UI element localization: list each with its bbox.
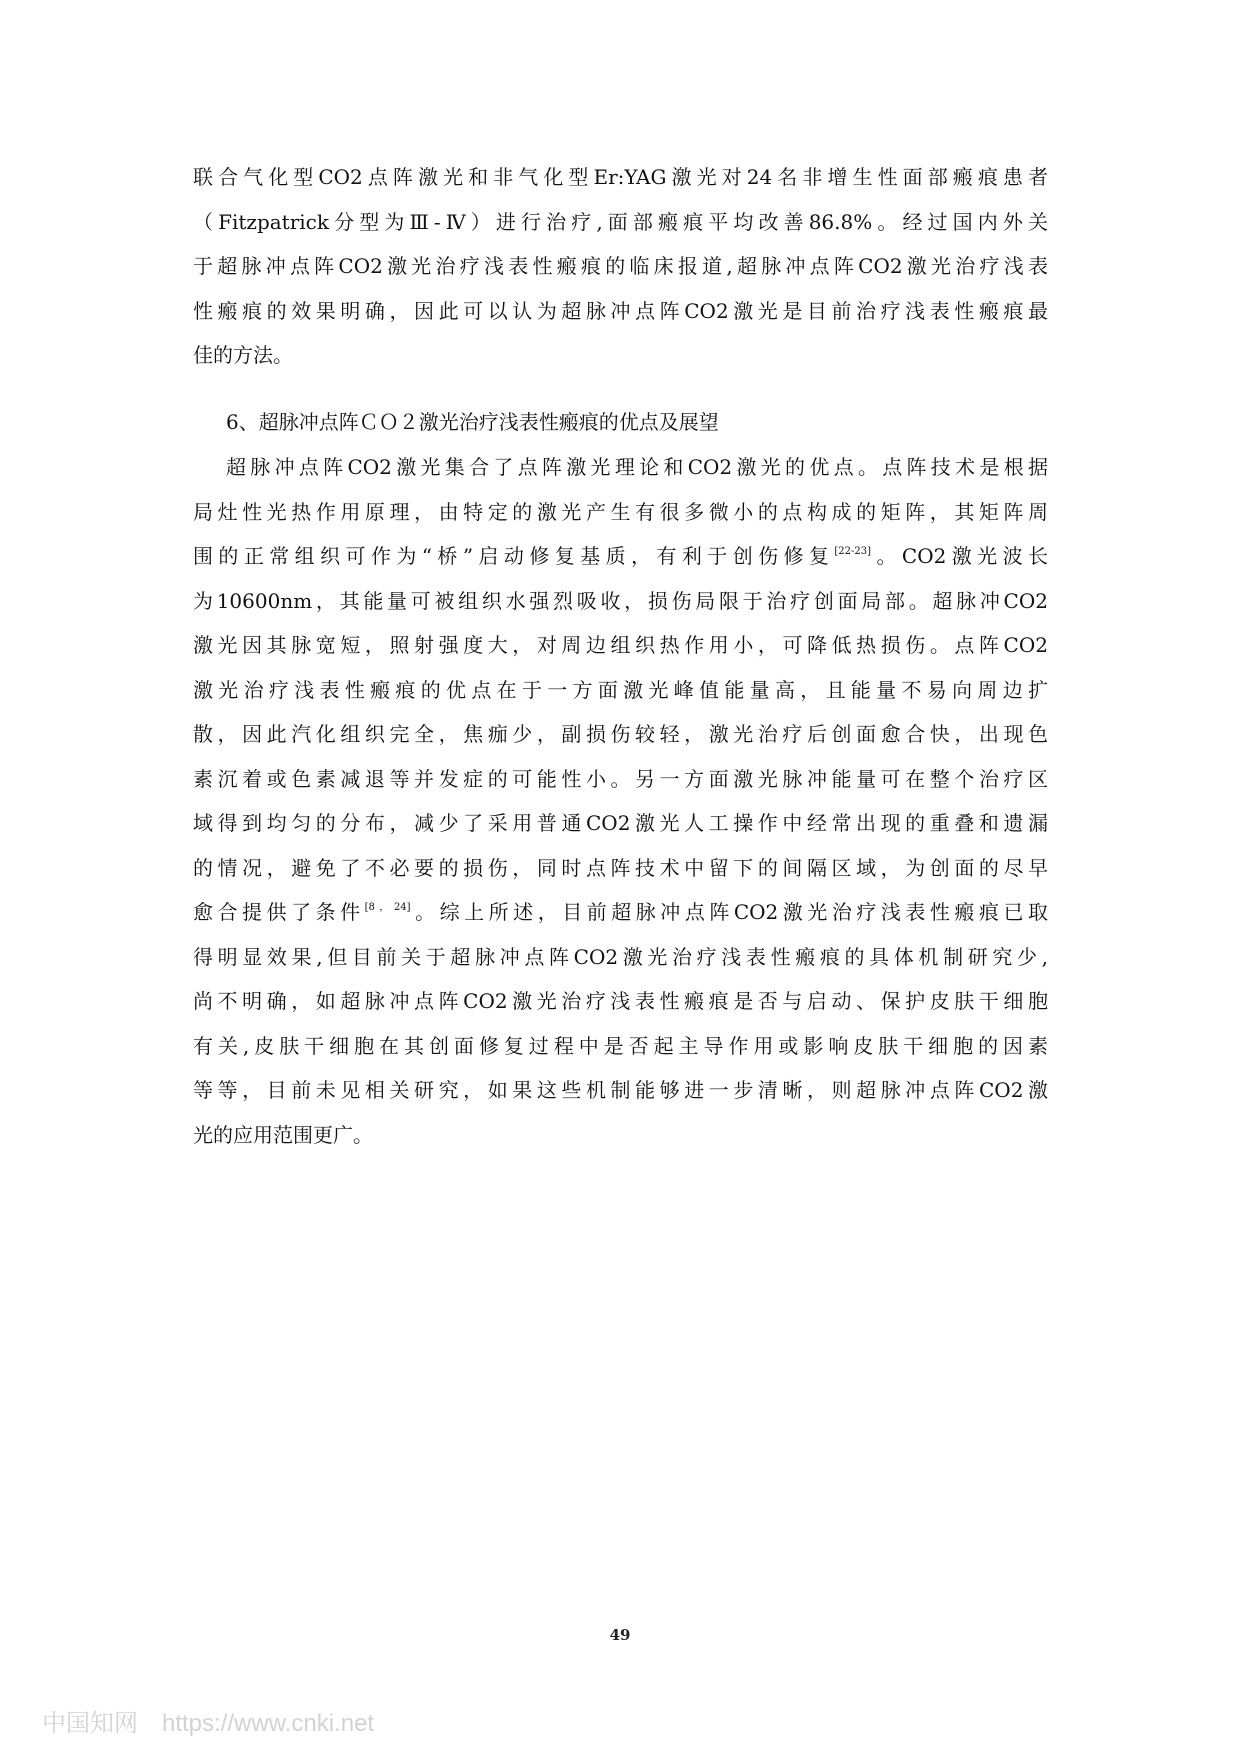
text-run: 。综上所述，目前超脉冲点阵CO2激光治疗浅表性瘢痕已取 (410, 900, 1048, 924)
text-line: 于超脉冲点阵CO2激光治疗浅表性瘢痕的临床报道,超脉冲点阵CO2激光治疗浅表 (193, 254, 1048, 278)
text-line (193, 890, 1048, 935)
text-line: 的情况，避免了不必要的损伤，同时点阵技术中留下的间隔区域，为创面的尽早 (193, 855, 1048, 880)
citation-ref: [8，24] (364, 902, 411, 913)
text-run: 。CO2激光波长 (871, 544, 1048, 568)
text-line: 佳的方法。 (193, 343, 293, 367)
text-run: 围的正常组织可作为“桥”启动修复基质，有利于创伤修复 (193, 544, 835, 568)
intro-paragraph (193, 155, 1048, 378)
text-line: 得明显效果,但目前关于超脉冲点阵CO2激光治疗浅表性瘢痕的具体机制研究少, (193, 944, 1048, 969)
text-line: 有关,皮肤干细胞在其创面修复过程中是否起主导作用或影响皮肤干细胞的因素 (193, 1033, 1048, 1058)
cnki-watermark (42, 1703, 374, 1738)
watermark-url: https://www.cnki.net (162, 1710, 375, 1737)
page-number: 49 (609, 1626, 631, 1644)
text-line: 激光治疗浅表性瘢痕的优点在于一方面激光峰值能量高，且能量不易向周边扩 (193, 677, 1048, 702)
text-line: 激光因其脉宽短，照射强度大，对周边组织热作用小，可降低热损伤。点阵CO2 (193, 633, 1048, 657)
text-line: 等等，目前未见相关研究，如果这些机制能够进一步清晰，则超脉冲点阵CO2激 (193, 1078, 1048, 1102)
text-run: 愈合提供了条件 (193, 900, 365, 924)
text-line: 散，因此汽化组织完全，焦痂少，副损伤较轻，激光治疗后创面愈合快，出现色 (193, 722, 1048, 746)
text-line: 尚不明确，如超脉冲点阵CO2激光治疗浅表性瘢痕是否与启动、保护皮肤干细胞 (193, 989, 1048, 1013)
section-heading: 6、超脉冲点阵ＣＯ２激光治疗浅表性瘢痕的优点及展望 (226, 410, 719, 434)
citation-ref: [22-23] (834, 546, 872, 557)
text-line: 为10600nm，其能量可被组织水强烈吸收，损伤局限于治疗创面局部。超脉冲CO2 (193, 588, 1048, 613)
text-line: （Fitzpatrick分型为Ⅲ-Ⅳ）进行治疗,面部瘢痕平均改善86.8%。经过国内外关 (193, 209, 1048, 234)
text-line: 联合气化型CO2点阵激光和非气化型Er:YAG激光对24名非增生性面部瘢痕患者 (193, 165, 1048, 189)
text-line (193, 534, 1048, 579)
text-line: 性瘢痕的效果明确，因此可以认为超脉冲点阵CO2激光是目前治疗浅表性瘢痕最 (193, 298, 1048, 323)
text-line: 光的应用范围更广。 (193, 1122, 373, 1147)
watermark-brand: 中国知网 (42, 1710, 138, 1737)
text-line: 域得到均匀的分布，减少了采用普通CO2激光人工操作中经常出现的重叠和遗漏 (193, 811, 1048, 835)
body-paragraph (193, 445, 1048, 1157)
text-line: 局灶性光热作用原理，由特定的激光产生有很多微小的点构成的矩阵，其矩阵周 (193, 499, 1048, 524)
text-line: 素沉着或色素减退等并发症的可能性小。另一方面激光脉冲能量可在整个治疗区 (193, 766, 1048, 791)
text-line: 超脉冲点阵CO2激光集合了点阵激光理论和CO2激光的优点。点阵技术是根据 (226, 455, 1048, 479)
